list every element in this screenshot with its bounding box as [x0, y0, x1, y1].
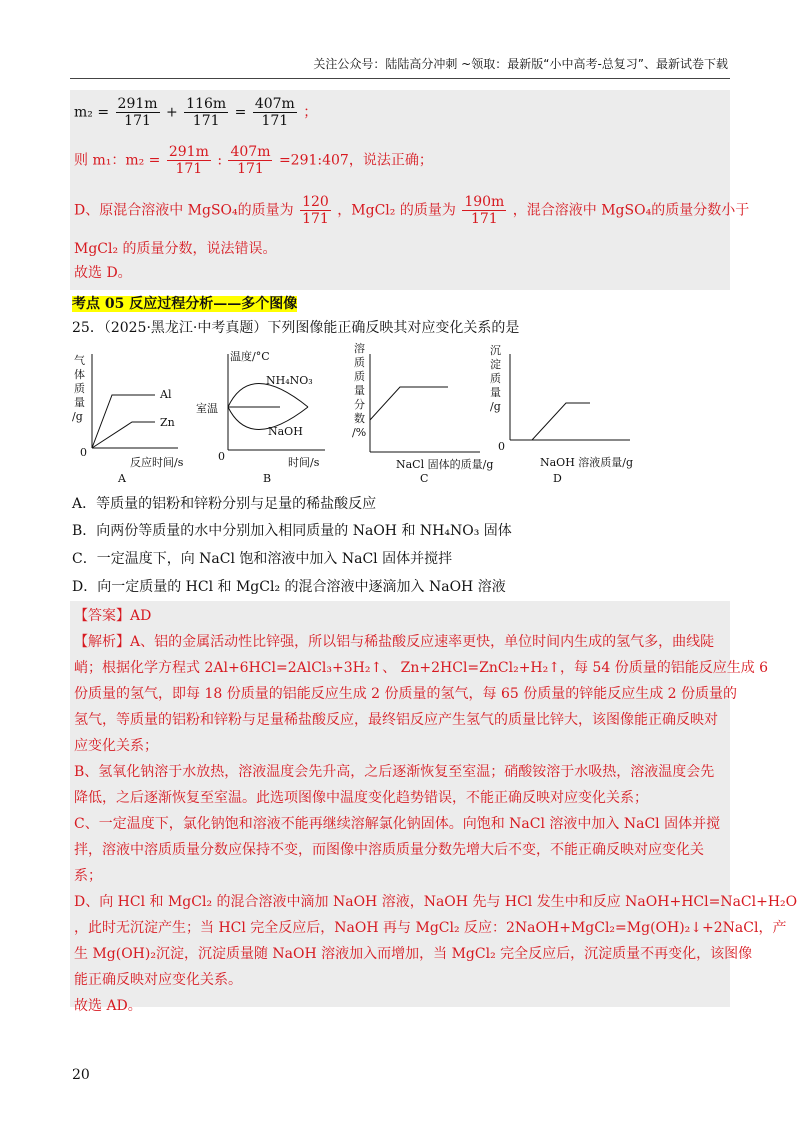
graph-d-labels [490, 344, 633, 485]
graph-a-ylabel-char: 质 [74, 382, 85, 395]
graph-b-room-temp: 室温 [196, 402, 218, 415]
graph-a-ylabel-char: /g [72, 410, 83, 423]
graph-a-tag: A [118, 472, 126, 485]
graph-b-labels [196, 349, 320, 485]
fraction [462, 194, 506, 227]
m2-label: m₂ = [74, 104, 110, 121]
analysis-line: 生 Mg(OH)₂沉淀，沉淀质量随 NaOH 溶液加入而增加，当 MgCl₂ 完全反应后，沉淀质量不再变化，该图像 [74, 946, 753, 962]
graph-a-labels [72, 353, 184, 485]
header-divider [70, 78, 730, 79]
choice-statement: 故选 D。 [74, 265, 132, 281]
graph-c-ylabel-char: 质 [354, 370, 365, 383]
question-stem: 25．（2025·黑龙江·中考真题）下列图像能正确反映其对应变化关系的是 [72, 320, 520, 336]
graph-c-ylabel-char: 分 [354, 398, 365, 411]
option-c: C．一定温度下，向 NaCl 饱和溶液中加入 NaCl 固体并搅拌 [72, 551, 453, 567]
analysis-line: 氢气，等质量的铝粉和锌粉与足量稀盐酸反应，最终铝反应产生氢气的质量比锌大，该图像能正确反映对 [74, 712, 718, 728]
graph-d-tag: D [553, 472, 562, 485]
d-text-a: D、原混合溶液中 MgSO₄的质量为 [74, 202, 294, 219]
graph-b-upper-curve [228, 384, 308, 408]
numerator: 190m [464, 194, 505, 210]
analysis-text [74, 629, 797, 993]
fraction [253, 96, 297, 129]
numerator: 116m [186, 96, 227, 112]
graph-c-ylabel-char: 质 [354, 356, 365, 369]
analysis-line: 系； [74, 868, 102, 884]
analysis-line: ，此时无沉淀产生；当 HCl 完全反应后，NaOH 再与 MgCl₂ 反应：2NaOH+MgCl₂=Mg(OH)₂↓+2NaCl，产 [74, 920, 787, 936]
graph-a-axes [92, 354, 178, 448]
analysis-line: 能正确反映对应变化关系。 [74, 972, 242, 988]
graph-a-zn-curve [92, 422, 155, 448]
graph-c-xlabel: NaCl 固体的质量/g [396, 458, 494, 471]
graph-b-ylabel: 温度/°C [230, 350, 270, 363]
semicolon: ； [303, 104, 318, 121]
section-title-text: 考点 05 反应过程分析——多个图像 [72, 296, 298, 312]
fraction [167, 144, 211, 177]
denominator: 171 [261, 113, 289, 129]
graph-a-ylabel-char: 体 [74, 368, 85, 381]
fraction [228, 144, 272, 177]
graph-d-ylabel-char: /g [490, 400, 501, 413]
answer-choice: 故选 AD。 [74, 998, 142, 1014]
numerator: 407m [230, 144, 271, 160]
equals-sign: = [234, 104, 247, 121]
answer-label: 【答案】AD [74, 608, 152, 624]
option-a: A．等质量的铝粉和锌粉分别与足量的稀盐酸反应 [72, 496, 377, 512]
analysis-line: C、一定温度下，氯化钠饱和溶液不能再继续溶解氯化钠固体。向饱和 NaCl 溶液中加入 NaCl 固体并搅 [74, 816, 721, 832]
graph-c-ylabel-char: /% [352, 426, 367, 439]
graph-b-tag: B [263, 472, 272, 485]
fraction [300, 194, 331, 227]
d-text-c: ，混合溶液中 MgSO₄的质量分数小于 [512, 202, 750, 219]
graphs-figure [70, 340, 670, 488]
numerator: 407m [254, 96, 295, 112]
option-d: D．向一定质量的 HCl 和 MgCl₂ 的混合溶液中逐滴加入 NaOH 溶液 [72, 579, 506, 595]
graph-c-axes [370, 354, 480, 452]
analysis-line: 份质量的氢气，即每 18 份质量的铝能反应生成 2 份质量的氢气，每 65 份质量的锌能反应生成 2 份质量的 [74, 686, 738, 702]
graph-b-series-naoh: NaOH [268, 425, 303, 438]
colon: : [217, 152, 223, 169]
denominator: 171 [237, 161, 264, 177]
graph-d-ylabel-char: 沉 [490, 344, 501, 357]
graph-d-origin: 0 [498, 440, 505, 453]
graph-d-line [510, 403, 590, 440]
m2-equation [74, 96, 317, 129]
analysis-line: 应变化关系； [74, 738, 158, 754]
graph-a-ylabel-char: 气 [74, 354, 85, 367]
numerator: 120 [302, 194, 329, 210]
fraction [116, 96, 160, 129]
ratio-equation [74, 144, 433, 177]
denominator: 171 [302, 211, 329, 227]
graph-c-line [370, 387, 448, 420]
graph-d [510, 354, 630, 440]
graph-b-xlabel: 时间/s [288, 456, 320, 469]
analysis-line: B、氢氧化钠溶于水放热，溶液温度会先升高，之后逐渐恢复至室温；硝酸铵溶于水吸热，溶液温度会先 [74, 764, 715, 780]
graph-d-ylabel-char: 量 [490, 386, 501, 399]
denominator: 171 [175, 161, 203, 177]
analysis-line: 【解析】A、铝的金属活动性比锌强，所以铝与稀盐酸反应速率更快，单位时间内生成的氢气多，曲线陡 [74, 634, 715, 650]
denominator: 171 [192, 113, 220, 129]
option-d-conclusion: MgCl₂ 的质量分数，说法错误。 [74, 241, 277, 257]
graph-a-series-al: Al [160, 388, 172, 401]
option-d-analysis [74, 194, 749, 227]
page-header: 关注公众号：陆陆高分冲刺 ~领取：最新版“小中高考-总复习”、最新试卷下载 [313, 57, 728, 71]
graph-a-ylabel-char: 量 [74, 396, 85, 409]
graph-a [92, 354, 178, 448]
numerator: 291m [168, 144, 209, 160]
graph-c-labels [352, 341, 493, 485]
denominator: 171 [470, 211, 498, 227]
plus-sign: + [165, 104, 178, 121]
graph-c-ylabel-char: 量 [354, 384, 365, 397]
graph-d-ylabel-char: 质 [490, 372, 501, 385]
graph-c-tag: C [420, 472, 429, 485]
option-b: B．向两份等质量的水中分别加入相同质量的 NaOH 和 NH₄NO₃ 固体 [72, 523, 512, 539]
analysis-line: 峭；根据化学方程式 2Al+6HCl=2AlCl₃+3H₂↑、 Zn+2HCl=ZnCl₂+H₂↑，每 54 份质量的铝能反应生成 6 [74, 660, 769, 676]
graph-c [370, 354, 480, 452]
d-text-b: ，MgCl₂ 的质量为 [337, 202, 456, 219]
denominator: 171 [124, 113, 151, 129]
ratio-result: =291:407，说法正确； [278, 152, 433, 169]
analysis-line: 降低，之后逐渐恢复至室温。此选项图像中温度变化趋势错误，不能正确反映对应变化关系； [74, 790, 648, 806]
graph-d-ylabel-char: 淀 [490, 358, 501, 371]
graph-a-xlabel: 反应时间/s [130, 456, 184, 469]
graph-a-series-zn: Zn [160, 416, 175, 429]
analysis-line: 拌，溶液中溶质质量分数应保持不变，而图像中溶质质量分数先增大后不变，不能正确反映对应变化关 [74, 842, 704, 858]
graph-c-ylabel-char: 溶 [354, 342, 365, 355]
graph-d-axes [510, 354, 630, 440]
fraction [184, 96, 228, 129]
graph-b-origin: 0 [218, 450, 225, 463]
graph-d-xlabel: NaOH 溶液质量/g [540, 456, 634, 469]
answer-box [70, 601, 798, 1014]
analysis-line: D、向 HCl 和 MgCl₂ 的混合溶液中滴加 NaOH 溶液，NaOH 先与 HCl 发生中和反应 NaOH+HCl=NaCl+H₂O [74, 894, 798, 910]
graph-c-ylabel-char: 数 [354, 412, 365, 425]
numerator: 291m [117, 96, 158, 112]
solution-continuation-box [70, 90, 750, 290]
page-number: 20 [72, 1067, 90, 1083]
section-title [72, 293, 297, 313]
graph-a-origin: 0 [80, 446, 87, 459]
ratio-prefix: 则 m₁：m₂ = [74, 152, 161, 169]
graph-b-series-nh4no3: NH₄NO₃ [266, 374, 313, 387]
